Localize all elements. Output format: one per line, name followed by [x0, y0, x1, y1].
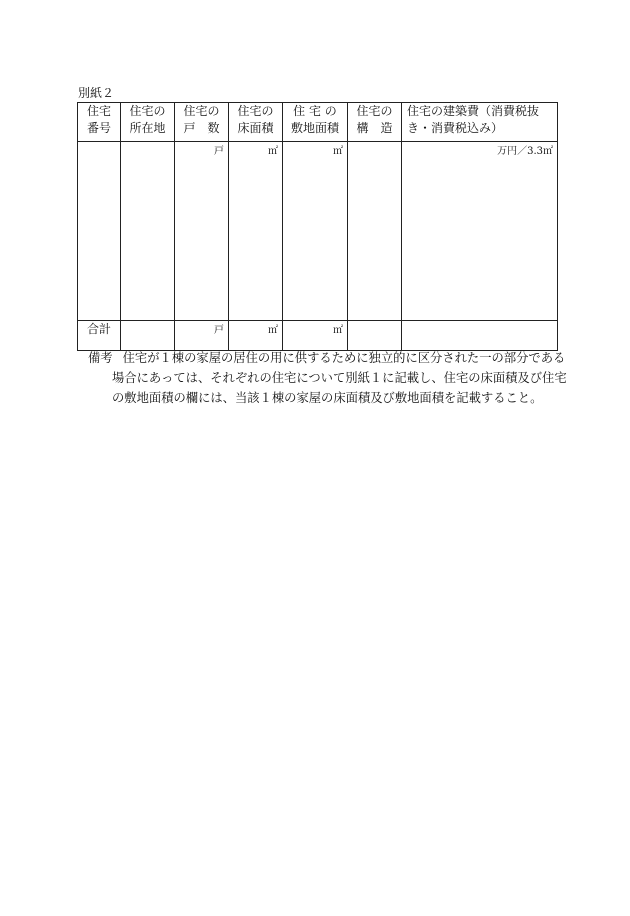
- header-floor-area: 住宅の 床面積: [229, 103, 283, 142]
- entry-structure-cell[interactable]: [348, 142, 402, 321]
- entry-unit-count-cell[interactable]: 戸: [175, 142, 229, 321]
- header-location: 住宅の 所在地: [121, 103, 175, 142]
- total-location-cell: [121, 321, 175, 351]
- entry-housing-number-cell[interactable]: [78, 142, 121, 321]
- total-floor-area-cell[interactable]: ㎡: [229, 321, 283, 351]
- entry-construction-cost-cell[interactable]: 万円／3.3㎡: [402, 142, 558, 321]
- remarks-line-2: 場合にあっては、それぞれの住宅について別紙１に記載し、住宅の床面積及び住宅: [112, 371, 567, 385]
- attachment-label: 別紙２: [78, 86, 115, 100]
- remarks: [88, 348, 567, 408]
- header-structure: 住宅の 構 造: [348, 103, 402, 142]
- remarks-line-3: の敷地面積の欄には、当該１棟の家屋の床面積及び敷地面積を記載すること。: [112, 391, 543, 405]
- entry-row: [78, 142, 558, 321]
- remarks-label: 備考: [88, 351, 113, 365]
- total-construction-cost-cell: [402, 321, 558, 351]
- header-housing-number: 住宅 番号: [78, 103, 121, 142]
- entry-location-cell[interactable]: [121, 142, 175, 321]
- remarks-line-1: 備考 住宅が１棟の家屋の居住の用に供するために独立的に区分された一の部分である: [88, 351, 566, 365]
- total-row: [78, 321, 558, 351]
- total-site-area-cell[interactable]: ㎡: [283, 321, 348, 351]
- header-row: [78, 103, 558, 142]
- header-unit-count: 住宅の 戸 数: [175, 103, 229, 142]
- entry-site-area-cell[interactable]: ㎡: [283, 142, 348, 321]
- header-site-area: 住 宅 の 敷地面積: [283, 103, 348, 142]
- entry-floor-area-cell[interactable]: ㎡: [229, 142, 283, 321]
- housing-table: [77, 102, 558, 351]
- total-structure-cell: [348, 321, 402, 351]
- total-unit-count-cell[interactable]: 戸: [175, 321, 229, 351]
- header-construction-cost: 住宅の建築費（消費税抜 き・消費税込み）: [402, 103, 558, 142]
- total-label: 合計: [78, 321, 121, 351]
